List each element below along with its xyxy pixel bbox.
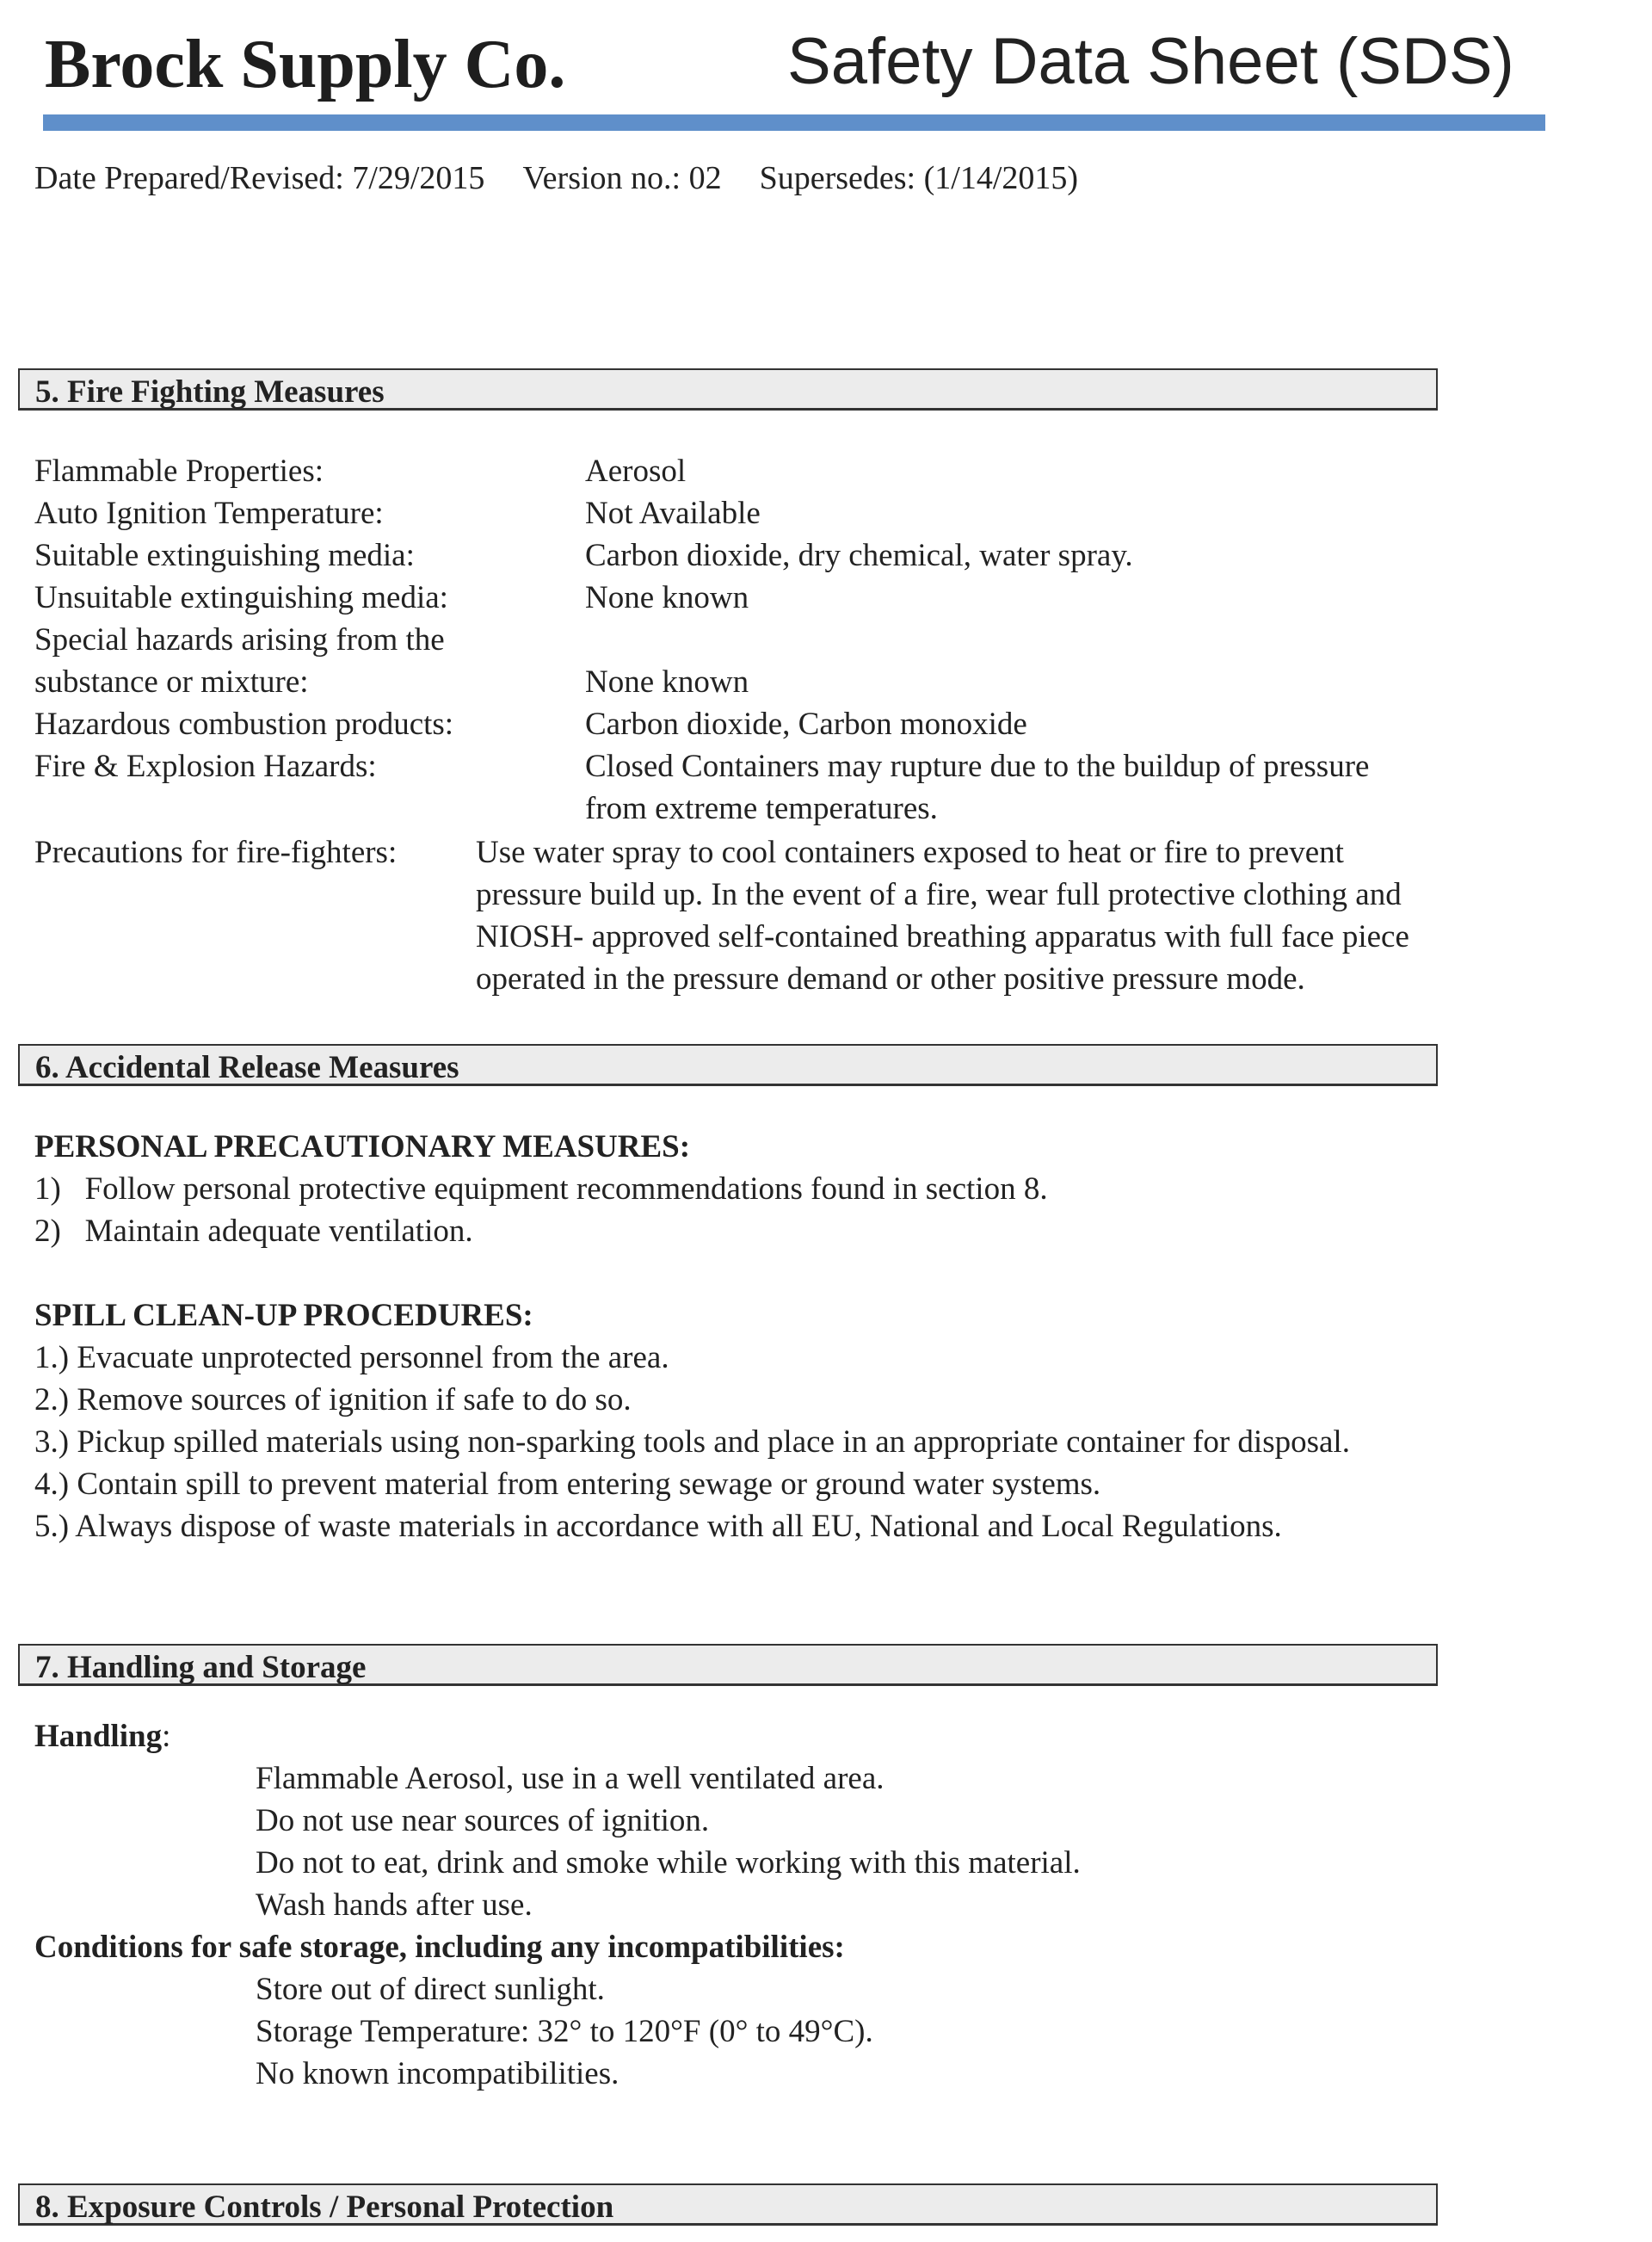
fire-fighting-row [34,703,1027,745]
list-item: Wash hands after use. [256,1887,533,1923]
row-value: None known [585,664,749,700]
version-number: Version no.: 02 [522,160,722,196]
section-title: 5. Fire Fighting Measures [35,374,385,410]
row-value: from extreme temperatures. [585,791,938,826]
handling-heading [34,1715,170,1757]
row-label: Auto Ignition Temperature: [34,496,384,531]
section-title: 6. Accidental Release Measures [35,1050,459,1085]
list-item: Store out of direct sunlight. [256,1972,605,2007]
list-item: Do not to eat, drink and smoke while working with this material. [256,1845,1081,1881]
precaution-line: operated in the pressure demand or other positive pressure mode. [476,961,1305,997]
list-item: 5.) Always dispose of waste materials in accordance with all EU, National and Local Regulations. [34,1509,1282,1544]
section-6-header [18,1044,1438,1086]
precaution-line: pressure build up. In the event of a fire, wear full protective clothing and [476,877,1402,912]
handling-colon: : [162,1719,171,1754]
list-item: Storage Temperature: 32° to 120°F (0° to 49°C). [256,2014,873,2049]
list-item: 4.) Contain spill to prevent material from entering sewage or ground water systems. [34,1467,1101,1502]
fire-fighting-row [34,661,749,703]
handling-label: Handling [34,1719,163,1754]
fire-fighting-row [34,450,687,492]
row-value: Carbon dioxide, dry chemical, water spray. [585,538,1133,573]
section-title: 7. Handling and Storage [35,1650,367,1685]
supersedes: Supersedes: (1/14/2015) [759,160,1079,196]
row-value: None known [585,580,749,615]
list-item: 2.) Remove sources of ignition if safe to do so. [34,1382,632,1417]
fire-fighting-row [34,577,749,619]
document-title: Safety Data Sheet (SDS) [787,25,1514,98]
precautions-row [34,831,1409,997]
storage-list [256,1968,873,2095]
row-label: Special hazards arising from the [34,622,445,658]
row-value: Not Available [585,496,761,531]
spill-cleanup-heading: SPILL CLEAN-UP PROCEDURES: [34,1298,533,1333]
section-5-header [18,368,1438,411]
row-label: Precautions for fire-fighters: [34,835,398,870]
list-item: No known incompatibilities. [256,2056,620,2091]
section-8-header [18,2183,1438,2226]
personal-precautions-list [34,1168,1048,1252]
section-7-header [18,1644,1438,1686]
company-name: Brock Supply Co. [45,27,566,102]
row-label: substance or mixture: [34,664,309,700]
fire-fighting-row [34,619,445,661]
list-item: 1.) Evacuate unprotected personnel from the area. [34,1340,669,1375]
row-label: Unsuitable extinguishing media: [34,580,448,615]
row-value: Carbon dioxide, Carbon monoxide [585,707,1027,742]
fire-fighting-row [34,745,1370,787]
row-label: Flammable Properties: [34,454,324,489]
spill-cleanup-list [34,1337,1350,1547]
section-title: 8. Exposure Controls / Personal Protection [35,2190,614,2225]
date-prepared: Date Prepared/Revised: 7/29/2015 [34,160,485,196]
document-meta [34,159,1116,197]
precaution-line: NIOSH- approved self-contained breathing apparatus with full face piece [476,919,1409,954]
personal-precautions-heading: PERSONAL PRECAUTIONARY MEASURES: [34,1129,691,1164]
list-item: 2) Maintain adequate ventilation. [34,1214,473,1249]
row-value [476,831,1409,1000]
list-item: 3.) Pickup spilled materials using non-sparking tools and place in an appropriate container for disposal. [34,1424,1350,1460]
row-label: Fire & Explosion Hazards: [34,749,377,784]
list-item: 1) Follow personal protective equipment recommendations found in section 8. [34,1171,1048,1207]
precaution-line: Use water spray to cool containers exposed to heat or fire to prevent [476,835,1344,870]
list-item: Flammable Aerosol, use in a well ventilated area. [256,1761,885,1796]
row-value: Aerosol [585,454,687,489]
header-divider [43,114,1545,131]
row-label: Hazardous combustion products: [34,707,454,742]
row-label: Suitable extinguishing media: [34,538,415,573]
row-value: Closed Containers may rupture due to the buildup of pressure [585,749,1370,784]
fire-fighting-row [34,492,761,534]
list-item: Do not use near sources of ignition. [256,1803,710,1838]
handling-list [256,1757,1081,1926]
fire-fighting-row [34,534,1133,577]
storage-heading: Conditions for safe storage, including any incompatibilities: [34,1930,845,1965]
